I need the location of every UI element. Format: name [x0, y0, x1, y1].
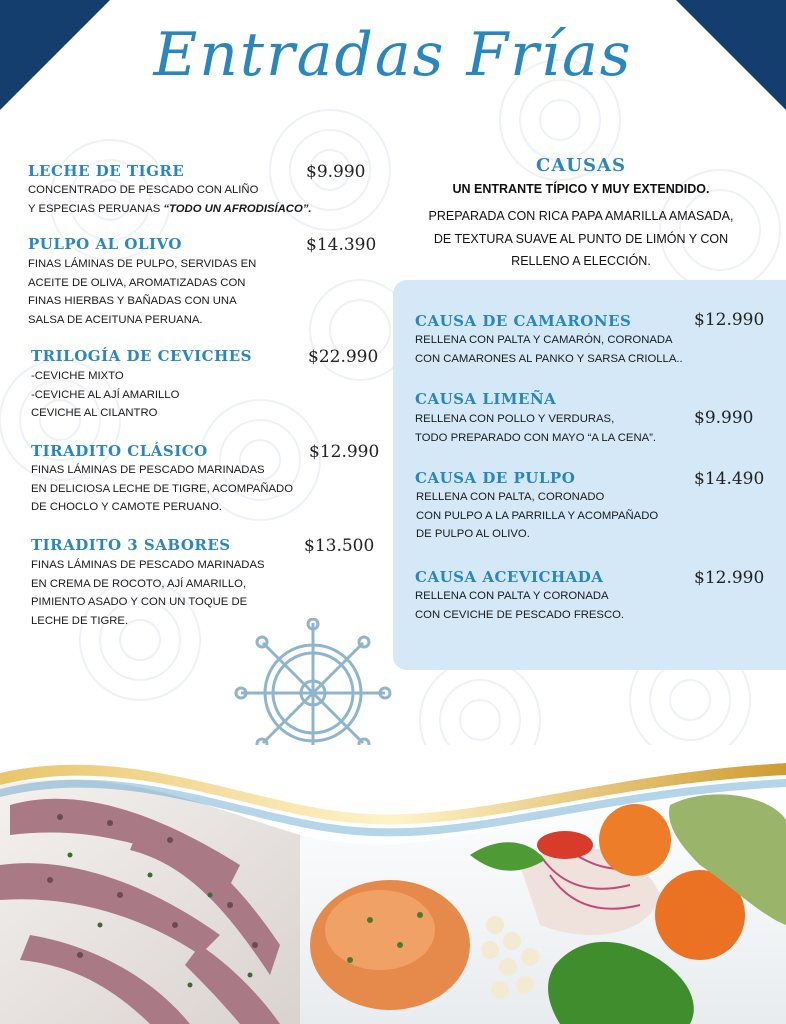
item-desc-pulpo-al-olivo: FINAS LÁMINAS DE PULPO, SERVIDAS EN ACEITE DE OLIVA, AROMATIZADAS CON FINAS HIERBAS Y BAÑADAS CON UNA SALSA DE ACEITUNA PERUANA.: [28, 258, 257, 326]
item-name-pulpo-al-olivo: PULPO AL OLIVO: [28, 235, 182, 253]
item-price-tiradito-3-sabores: $13.500: [304, 536, 375, 556]
item-name-leche-de-tigre: LECHE DE TIGRE: [28, 162, 185, 180]
item-price-causa-de-camarones: $12.990: [694, 310, 765, 330]
causas-intro: PREPARADA CON RICA PAPA AMARILLA AMASADA, DE TEXTURA SUAVE AL PUNTO DE LIMÓN Y CON RELLENO A ELECCIÓN.: [428, 209, 734, 268]
item-price-tiradito-clasico: $12.990: [309, 442, 380, 462]
item-price-causa-de-pulpo: $14.490: [694, 469, 765, 489]
item-name-causa-de-pulpo: CAUSA DE PULPO: [415, 469, 576, 487]
page-title: Entradas Frías: [153, 20, 633, 90]
item-desc-leche-de-tigre: [28, 181, 312, 218]
item-price-leche-de-tigre: $9.990: [306, 162, 366, 182]
item-name-causa-de-camarones: CAUSA DE CAMARONES: [415, 312, 632, 330]
food-photos-banner: [0, 745, 786, 1024]
item-name-trilogia-de-ceviches: TRILOGÍA DE CEVICHES: [31, 347, 253, 365]
item-desc-causa-acevichada: RELLENA CON PALTA Y CORONADA CON CEVICHE DE PESCADO FRESCO.: [415, 590, 625, 621]
item-price-causa-limena: $9.990: [694, 408, 754, 428]
item-desc-text: CONCENTRADO DE PESCADO CON ALIÑO Y ESPECIAS PERUANAS: [28, 184, 259, 215]
causas-subtitle: UN ENTRANTE TÍPICO Y MUY EXTENDIDO.: [452, 182, 710, 196]
item-desc-tiradito-clasico: FINAS LÁMINAS DE PESCADO MARINADAS EN DELICIOSA LECHE DE TIGRE, ACOMPAÑADO DE CHOCLO Y CAMOTE PERUANO.: [31, 464, 293, 513]
item-desc-causa-de-pulpo: RELLENA CON PALTA, CORONADO CON PULPO A LA PARRILLA Y ACOMPAÑADO DE PULPO AL OLIVO.: [416, 491, 659, 540]
item-price-pulpo-al-olivo: $14.390: [306, 235, 377, 255]
item-name-causa-acevichada: CAUSA ACEVICHADA: [415, 568, 604, 586]
item-desc-tiradito-3-sabores: FINAS LÁMINAS DE PESCADO MARINADAS EN CREMA DE ROCOTO, AJÍ AMARILLO, PIMIENTO ASADO Y CON UN TOQUE DE LECHE DE TIGRE.: [31, 559, 265, 627]
item-name-tiradito-clasico: TIRADITO CLÁSICO: [31, 442, 208, 460]
causas-title: CAUSAS: [536, 155, 626, 176]
item-price-trilogia-de-ceviches: $22.990: [308, 347, 379, 367]
item-name-causa-limena: CAUSA LIMEÑA: [415, 390, 557, 408]
item-name-tiradito-3-sabores: TIRADITO 3 SABORES: [31, 536, 231, 554]
item-desc-causa-de-camarones: RELLENA CON PALTA Y CAMARÓN, CORONADA CON CAMARONES AL PANKO Y SARSA CRIOLLA..: [415, 334, 683, 365]
item-desc-trilogia-de-ceviches: -CEVICHE MIXTO -CEVICHE AL AJÍ AMARILLO CEVICHE AL CILANTRO: [31, 370, 180, 419]
item-desc-causa-limena: RELLENA CON POLLO Y VERDURAS, TODO PREPARADO CON MAYO “A LA CENA”.: [415, 413, 657, 444]
item-desc-emphasis: “TODO UN AFRODISÍACO”.: [163, 202, 312, 215]
item-price-causa-acevichada: $12.990: [694, 568, 765, 588]
